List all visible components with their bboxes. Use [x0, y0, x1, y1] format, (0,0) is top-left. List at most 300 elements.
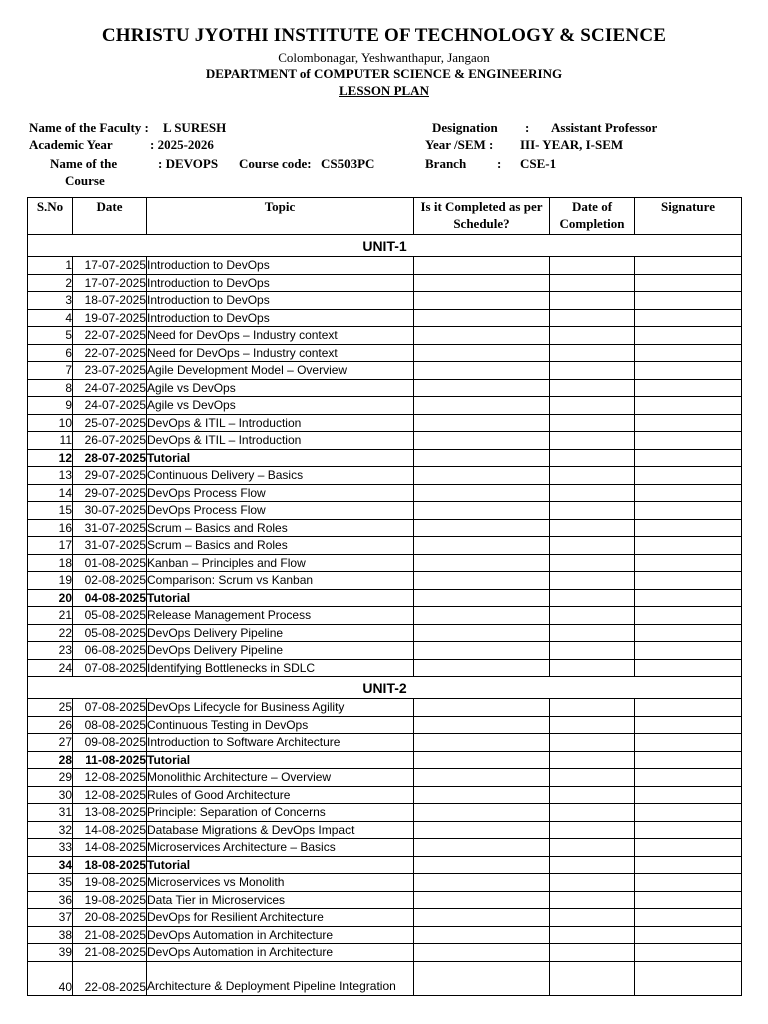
table-row: [28, 274, 742, 292]
cell-sno: 10: [28, 414, 73, 432]
cell-signature: [635, 874, 742, 892]
table-row: [28, 519, 742, 537]
table-row: [28, 821, 742, 839]
cell-date-of-completion: [550, 589, 635, 607]
cell-sno: 12: [28, 449, 73, 467]
cell-date-of-completion: [550, 274, 635, 292]
cell-date-of-completion: [550, 309, 635, 327]
cell-date: 05-08-2025: [73, 624, 147, 642]
table-header-row: [28, 198, 742, 235]
cell-date-of-completion: [550, 432, 635, 450]
cell-date: 24-07-2025: [73, 379, 147, 397]
table-row: [28, 309, 742, 327]
cell-signature: [635, 362, 742, 380]
course-code-label: Course code:: [239, 156, 312, 171]
cell-topic: Release Management Process: [147, 607, 414, 625]
course-name-label: Name of the: [50, 156, 118, 171]
cell-signature: [635, 607, 742, 625]
cell-completed: [414, 909, 550, 927]
cell-signature: [635, 502, 742, 520]
cell-sno: 40: [28, 961, 73, 995]
cell-topic: DevOps Automation in Architecture: [147, 926, 414, 944]
unit-title: UNIT-2: [28, 677, 742, 699]
col-header-doc-line1: Date of: [571, 199, 613, 214]
designation-label: Designation: [432, 120, 498, 135]
table-row: [28, 734, 742, 752]
cell-date: 19-07-2025: [73, 309, 147, 327]
branch-value: CSE-1: [520, 156, 557, 171]
cell-signature: [635, 309, 742, 327]
cell-signature: [635, 519, 742, 537]
academic-year-value: : 2025-2026: [150, 137, 214, 152]
cell-topic: Scrum – Basics and Roles: [147, 519, 414, 537]
cell-date-of-completion: [550, 769, 635, 787]
cell-sno: 32: [28, 821, 73, 839]
cell-topic: DevOps for Resilient Architecture: [147, 909, 414, 927]
cell-completed: [414, 414, 550, 432]
cell-sno: 8: [28, 379, 73, 397]
cell-date: 21-08-2025: [73, 944, 147, 962]
cell-topic: Introduction to Software Architecture: [147, 734, 414, 752]
faculty-value: L SURESH: [163, 120, 227, 135]
table-row: [28, 659, 742, 677]
cell-sno: 2: [28, 274, 73, 292]
designation-colon: :: [525, 120, 530, 135]
cell-completed: [414, 572, 550, 590]
cell-date: 18-08-2025: [73, 856, 147, 874]
table-row: [28, 716, 742, 734]
table-row: [28, 344, 742, 362]
cell-signature: [635, 589, 742, 607]
cell-date-of-completion: [550, 961, 635, 995]
cell-completed: [414, 926, 550, 944]
cell-date-of-completion: [550, 944, 635, 962]
cell-completed: [414, 944, 550, 962]
cell-sno: 19: [28, 572, 73, 590]
table-row: [28, 786, 742, 804]
table-row: [28, 961, 742, 995]
faculty-label: Name of the Faculty :: [29, 120, 149, 135]
cell-date-of-completion: [550, 607, 635, 625]
table-row: [28, 554, 742, 572]
cell-topic: Monolithic Architecture – Overview: [147, 769, 414, 787]
cell-date: 28-07-2025: [73, 449, 147, 467]
col-header-date: Date: [73, 198, 147, 235]
cell-date-of-completion: [550, 821, 635, 839]
cell-topic: Introduction to DevOps: [147, 309, 414, 327]
table-row: [28, 449, 742, 467]
cell-sno: 11: [28, 432, 73, 450]
cell-signature: [635, 414, 742, 432]
cell-sno: 16: [28, 519, 73, 537]
cell-date: 24-07-2025: [73, 397, 147, 415]
cell-completed: [414, 449, 550, 467]
cell-completed: [414, 344, 550, 362]
cell-sno: 18: [28, 554, 73, 572]
cell-signature: [635, 909, 742, 927]
cell-signature: [635, 699, 742, 717]
cell-sno: 4: [28, 309, 73, 327]
cell-sno: 31: [28, 804, 73, 822]
cell-sno: 5: [28, 327, 73, 345]
cell-completed: [414, 484, 550, 502]
cell-completed: [414, 624, 550, 642]
cell-signature: [635, 379, 742, 397]
col-header-completed: [414, 198, 550, 235]
cell-signature: [635, 944, 742, 962]
unit-header-row: [28, 235, 742, 257]
course-name-label-2: Course: [65, 173, 105, 188]
cell-signature: [635, 659, 742, 677]
cell-date: 22-08-2025: [73, 961, 147, 995]
cell-signature: [635, 484, 742, 502]
cell-date-of-completion: [550, 716, 635, 734]
cell-signature: [635, 449, 742, 467]
cell-date-of-completion: [550, 414, 635, 432]
cell-sno: 35: [28, 874, 73, 892]
cell-date: 05-08-2025: [73, 607, 147, 625]
cell-date-of-completion: [550, 379, 635, 397]
cell-date: 18-07-2025: [73, 292, 147, 310]
cell-topic: Tutorial: [147, 589, 414, 607]
cell-date-of-completion: [550, 926, 635, 944]
col-header-sno: S.No: [28, 198, 73, 235]
cell-date: 01-08-2025: [73, 554, 147, 572]
cell-date: 22-07-2025: [73, 344, 147, 362]
cell-signature: [635, 891, 742, 909]
cell-sno: 3: [28, 292, 73, 310]
cell-topic: Agile vs DevOps: [147, 379, 414, 397]
cell-sno: 9: [28, 397, 73, 415]
cell-topic: Microservices vs Monolith: [147, 874, 414, 892]
cell-topic: Principle: Separation of Concerns: [147, 804, 414, 822]
cell-date-of-completion: [550, 874, 635, 892]
cell-date-of-completion: [550, 502, 635, 520]
cell-date: 22-07-2025: [73, 327, 147, 345]
year-sem-value: III- YEAR, I-SEM: [520, 137, 624, 152]
cell-date: 17-07-2025: [73, 274, 147, 292]
cell-topic: Tutorial: [147, 856, 414, 874]
col-header-completed-line2: Schedule?: [453, 216, 510, 231]
designation-value: Assistant Professor: [551, 120, 658, 135]
cell-completed: [414, 379, 550, 397]
cell-sno: 29: [28, 769, 73, 787]
branch-colon: :: [497, 156, 502, 171]
cell-topic: Comparison: Scrum vs Kanban: [147, 572, 414, 590]
cell-date-of-completion: [550, 327, 635, 345]
cell-date-of-completion: [550, 642, 635, 660]
cell-topic: DevOps Lifecycle for Business Agility: [147, 699, 414, 717]
cell-sno: 36: [28, 891, 73, 909]
col-header-signature: Signature: [635, 198, 742, 235]
institute-name: CHRISTU JYOTHI INSTITUTE OF TECHNOLOGY & SCIENCE: [101, 25, 667, 46]
cell-signature: [635, 821, 742, 839]
cell-signature: [635, 467, 742, 485]
cell-completed: [414, 362, 550, 380]
cell-sno: 14: [28, 484, 73, 502]
cell-topic: Continuous Testing in DevOps: [147, 716, 414, 734]
cell-date-of-completion: [550, 624, 635, 642]
table-row: [28, 362, 742, 380]
table-row: [28, 699, 742, 717]
cell-topic: Data Tier in Microservices: [147, 891, 414, 909]
cell-topic: Kanban – Principles and Flow: [147, 554, 414, 572]
document-title: LESSON PLAN: [339, 83, 429, 98]
cell-completed: [414, 292, 550, 310]
cell-signature: [635, 734, 742, 752]
cell-date-of-completion: [550, 804, 635, 822]
table-row: [28, 909, 742, 927]
table-row: [28, 484, 742, 502]
cell-date-of-completion: [550, 397, 635, 415]
cell-sno: 39: [28, 944, 73, 962]
cell-completed: [414, 786, 550, 804]
table-row: [28, 856, 742, 874]
cell-sno: 1: [28, 257, 73, 275]
cell-date: 19-08-2025: [73, 874, 147, 892]
cell-topic: Introduction to DevOps: [147, 292, 414, 310]
cell-topic: Need for DevOps – Industry context: [147, 327, 414, 345]
cell-topic: DevOps Automation in Architecture: [147, 944, 414, 962]
table-row: [28, 769, 742, 787]
cell-completed: [414, 699, 550, 717]
cell-signature: [635, 554, 742, 572]
cell-completed: [414, 537, 550, 555]
cell-date-of-completion: [550, 467, 635, 485]
cell-completed: [414, 274, 550, 292]
cell-date-of-completion: [550, 484, 635, 502]
cell-date: 07-08-2025: [73, 659, 147, 677]
cell-sno: 22: [28, 624, 73, 642]
cell-completed: [414, 519, 550, 537]
cell-topic: DevOps Delivery Pipeline: [147, 642, 414, 660]
cell-topic: DevOps Process Flow: [147, 484, 414, 502]
cell-date: 30-07-2025: [73, 502, 147, 520]
cell-topic: DevOps & ITIL – Introduction: [147, 432, 414, 450]
cell-sno: 37: [28, 909, 73, 927]
cell-completed: [414, 467, 550, 485]
col-header-topic: Topic: [147, 198, 414, 235]
cell-date-of-completion: [550, 519, 635, 537]
cell-completed: [414, 607, 550, 625]
cell-completed: [414, 856, 550, 874]
cell-completed: [414, 804, 550, 822]
cell-date-of-completion: [550, 786, 635, 804]
cell-completed: [414, 309, 550, 327]
cell-completed: [414, 432, 550, 450]
table-row: [28, 467, 742, 485]
cell-date: 29-07-2025: [73, 467, 147, 485]
cell-signature: [635, 642, 742, 660]
cell-sno: 20: [28, 589, 73, 607]
cell-signature: [635, 274, 742, 292]
cell-completed: [414, 874, 550, 892]
table-body: [28, 235, 742, 996]
course-name-value: : DEVOPS: [158, 156, 219, 171]
cell-date: 14-08-2025: [73, 839, 147, 857]
cell-date-of-completion: [550, 659, 635, 677]
cell-signature: [635, 804, 742, 822]
cell-completed: [414, 642, 550, 660]
cell-topic: Identifying Bottlenecks in SDLC: [147, 659, 414, 677]
cell-date: 06-08-2025: [73, 642, 147, 660]
table-row: [28, 874, 742, 892]
cell-date: 12-08-2025: [73, 769, 147, 787]
table-row: [28, 839, 742, 857]
cell-completed: [414, 554, 550, 572]
cell-sno: 21: [28, 607, 73, 625]
table-row: [28, 804, 742, 822]
course-code-value: CS503PC: [321, 156, 375, 171]
cell-date: 11-08-2025: [73, 751, 147, 769]
table-row: [28, 397, 742, 415]
unit-title: UNIT-1: [28, 235, 742, 257]
col-header-completed-line1: Is it Completed as per: [420, 199, 543, 214]
cell-topic: Rules of Good Architecture: [147, 786, 414, 804]
document-header: [0, 22, 768, 100]
cell-signature: [635, 624, 742, 642]
cell-topic: Introduction to DevOps: [147, 274, 414, 292]
cell-date-of-completion: [550, 734, 635, 752]
table-row: [28, 607, 742, 625]
cell-topic: Tutorial: [147, 449, 414, 467]
cell-completed: [414, 327, 550, 345]
cell-sno: 17: [28, 537, 73, 555]
cell-sno: 27: [28, 734, 73, 752]
cell-date: 20-08-2025: [73, 909, 147, 927]
cell-topic: Continuous Delivery – Basics: [147, 467, 414, 485]
cell-date-of-completion: [550, 751, 635, 769]
cell-date-of-completion: [550, 292, 635, 310]
table-row: [28, 257, 742, 275]
cell-sno: 26: [28, 716, 73, 734]
cell-date: 26-07-2025: [73, 432, 147, 450]
cell-completed: [414, 734, 550, 752]
col-header-date-of-completion: [550, 198, 635, 235]
cell-signature: [635, 257, 742, 275]
cell-date: 02-08-2025: [73, 572, 147, 590]
cell-signature: [635, 769, 742, 787]
cell-date: 09-08-2025: [73, 734, 147, 752]
branch-label: Branch: [425, 156, 467, 171]
cell-sno: 25: [28, 699, 73, 717]
cell-completed: [414, 891, 550, 909]
cell-topic: Tutorial: [147, 751, 414, 769]
cell-sno: 38: [28, 926, 73, 944]
cell-date-of-completion: [550, 699, 635, 717]
cell-date: 07-08-2025: [73, 699, 147, 717]
cell-date: 29-07-2025: [73, 484, 147, 502]
year-sem-label: Year /SEM :: [425, 137, 494, 152]
cell-topic: Microservices Architecture – Basics: [147, 839, 414, 857]
cell-completed: [414, 659, 550, 677]
cell-date: 17-07-2025: [73, 257, 147, 275]
table-row: [28, 642, 742, 660]
cell-sno: 23: [28, 642, 73, 660]
table-row: [28, 926, 742, 944]
cell-signature: [635, 839, 742, 857]
table-row: [28, 432, 742, 450]
cell-completed: [414, 961, 550, 995]
cell-date: 25-07-2025: [73, 414, 147, 432]
cell-completed: [414, 821, 550, 839]
cell-date-of-completion: [550, 344, 635, 362]
cell-topic: DevOps Delivery Pipeline: [147, 624, 414, 642]
department-name: DEPARTMENT of COMPUTER SCIENCE & ENGINEERING: [205, 66, 563, 81]
cell-date-of-completion: [550, 362, 635, 380]
cell-sno: 15: [28, 502, 73, 520]
table-row: [28, 572, 742, 590]
cell-date: 12-08-2025: [73, 786, 147, 804]
cell-topic: DevOps & ITIL – Introduction: [147, 414, 414, 432]
cell-signature: [635, 856, 742, 874]
cell-sno: 34: [28, 856, 73, 874]
cell-signature: [635, 926, 742, 944]
table-row: [28, 891, 742, 909]
table-row: [28, 944, 742, 962]
cell-date-of-completion: [550, 449, 635, 467]
cell-completed: [414, 839, 550, 857]
cell-topic: Introduction to DevOps: [147, 257, 414, 275]
cell-date-of-completion: [550, 909, 635, 927]
cell-topic: Database Migrations & DevOps Impact: [147, 821, 414, 839]
cell-completed: [414, 589, 550, 607]
cell-date-of-completion: [550, 537, 635, 555]
institute-location: Colombonagar, Yeshwanthapur, Jangaon: [278, 50, 490, 65]
cell-date-of-completion: [550, 554, 635, 572]
cell-topic: Need for DevOps – Industry context: [147, 344, 414, 362]
table-row: [28, 292, 742, 310]
cell-topic: Architecture & Deployment Pipeline Integration: [147, 961, 414, 995]
cell-signature: [635, 716, 742, 734]
cell-date-of-completion: [550, 891, 635, 909]
cell-date: 21-08-2025: [73, 926, 147, 944]
cell-topic: DevOps Process Flow: [147, 502, 414, 520]
cell-date: 04-08-2025: [73, 589, 147, 607]
cell-sno: 33: [28, 839, 73, 857]
table-row: [28, 379, 742, 397]
cell-sno: 13: [28, 467, 73, 485]
cell-topic: Scrum – Basics and Roles: [147, 537, 414, 555]
cell-sno: 7: [28, 362, 73, 380]
cell-completed: [414, 397, 550, 415]
cell-completed: [414, 257, 550, 275]
cell-date-of-completion: [550, 839, 635, 857]
lesson-plan-table: [27, 197, 742, 996]
cell-date-of-completion: [550, 856, 635, 874]
table-row: [28, 751, 742, 769]
cell-date: 14-08-2025: [73, 821, 147, 839]
cell-date: 23-07-2025: [73, 362, 147, 380]
cell-signature: [635, 292, 742, 310]
cell-sno: 6: [28, 344, 73, 362]
cell-signature: [635, 327, 742, 345]
table-row: [28, 624, 742, 642]
cell-signature: [635, 786, 742, 804]
cell-signature: [635, 432, 742, 450]
cell-date: 31-07-2025: [73, 537, 147, 555]
cell-date-of-completion: [550, 257, 635, 275]
cell-signature: [635, 751, 742, 769]
cell-completed: [414, 716, 550, 734]
cell-topic: Agile Development Model – Overview: [147, 362, 414, 380]
table-row: [28, 537, 742, 555]
academic-year-label: Academic Year: [29, 137, 113, 152]
cell-sno: 24: [28, 659, 73, 677]
cell-signature: [635, 537, 742, 555]
cell-completed: [414, 502, 550, 520]
cell-sno: 28: [28, 751, 73, 769]
